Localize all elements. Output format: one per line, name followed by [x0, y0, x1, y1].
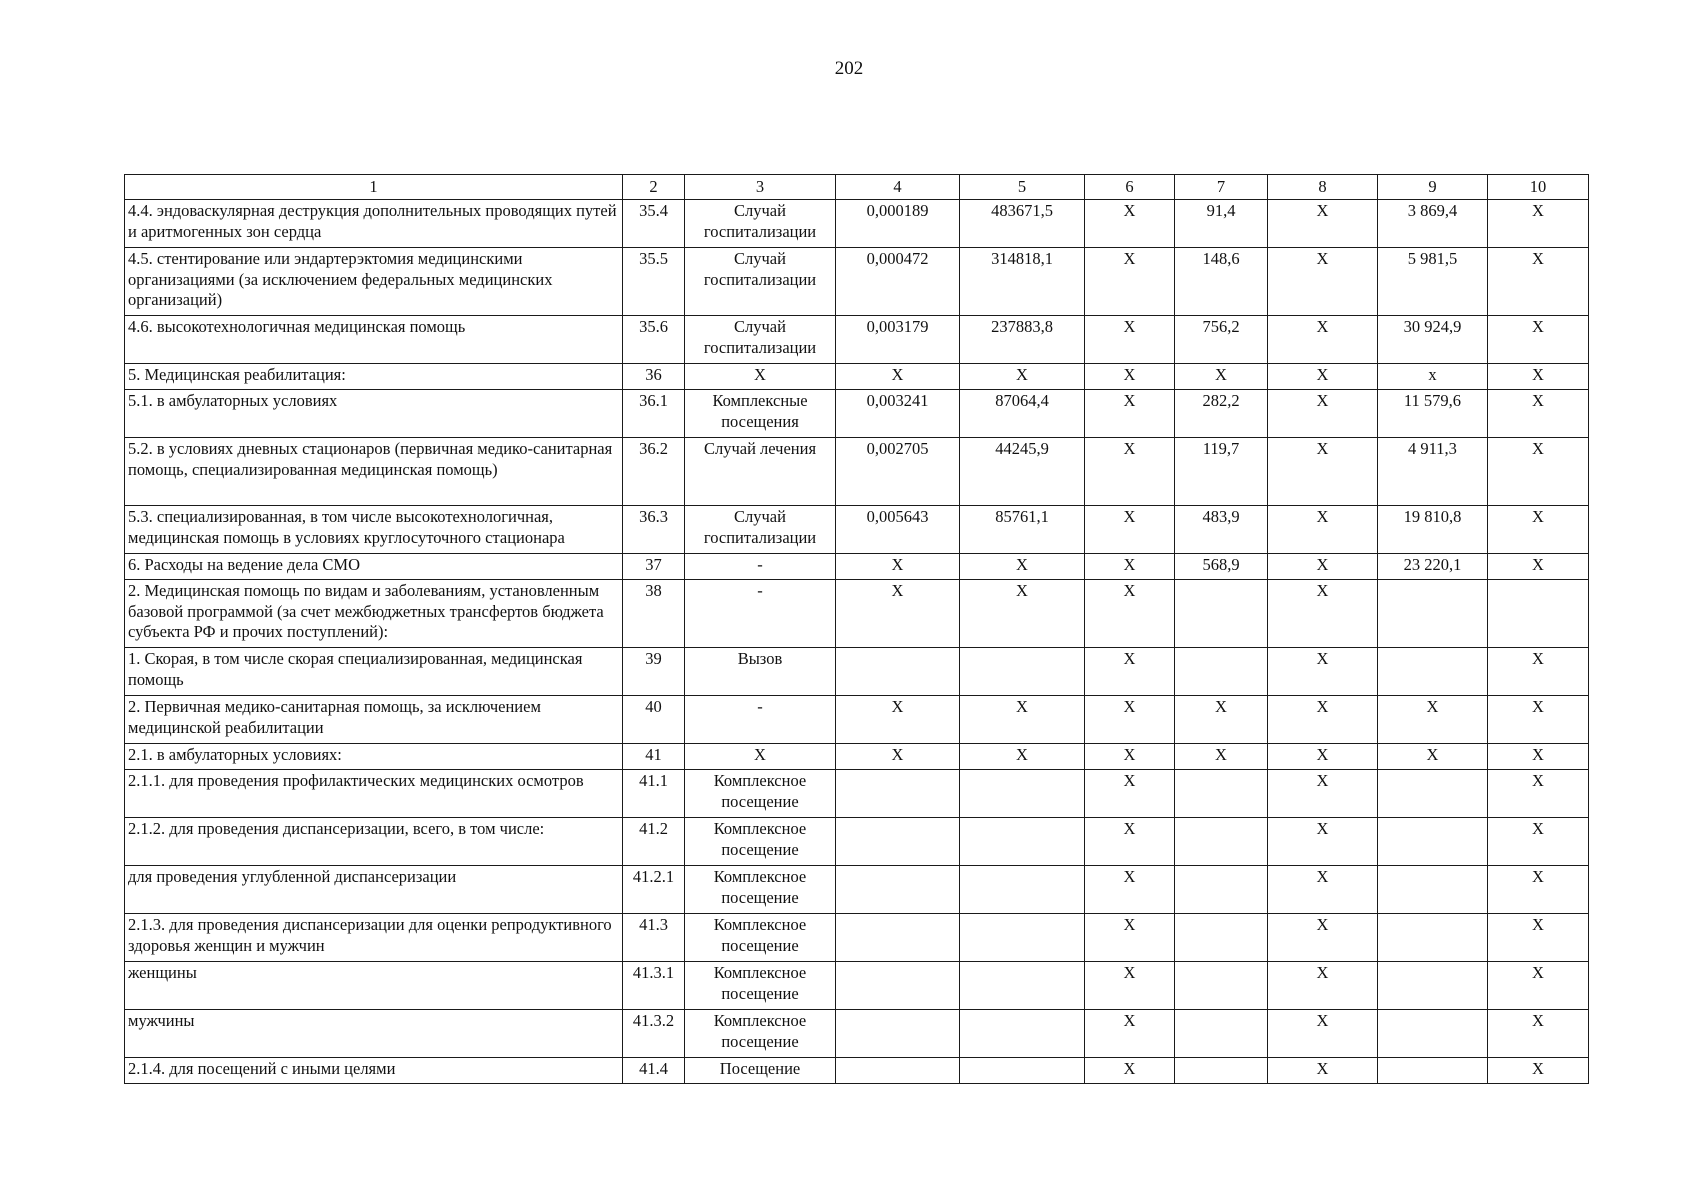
- col-10-cell: X: [1488, 390, 1589, 438]
- norm-volume-cell: [836, 818, 960, 866]
- unit-cell: Комплексное посещение: [685, 962, 836, 1010]
- col-8-cell: X: [1268, 554, 1378, 580]
- col-9-cell: 30 924,9: [1378, 316, 1488, 364]
- row-code-cell: 41: [623, 744, 685, 770]
- norm-volume-cell: 0,003179: [836, 316, 960, 364]
- col-8-cell: X: [1268, 506, 1378, 554]
- unit-cell: Комплексное посещение: [685, 770, 836, 818]
- col-9-cell: [1378, 962, 1488, 1010]
- col-8-cell: X: [1268, 438, 1378, 506]
- col-8-cell: X: [1268, 248, 1378, 316]
- col-8-cell: X: [1268, 1010, 1378, 1058]
- col-10-cell: X: [1488, 770, 1589, 818]
- col-9-cell: 4 911,3: [1378, 438, 1488, 506]
- row-code-cell: 36.2: [623, 438, 685, 506]
- norm-volume-cell: 0,003241: [836, 390, 960, 438]
- column-number-header: 8: [1268, 175, 1378, 200]
- norm-volume-cell: 0,002705: [836, 438, 960, 506]
- col-10-cell: X: [1488, 1058, 1589, 1084]
- col-8-cell: X: [1268, 962, 1378, 1010]
- col-6-cell: X: [1085, 580, 1175, 648]
- col-8-cell: X: [1268, 1058, 1378, 1084]
- row-label-cell: 1. Скорая, в том числе скорая специализированная, медицинская помощь: [125, 648, 623, 696]
- col-6-cell: X: [1085, 1010, 1175, 1058]
- table-row: [125, 554, 1589, 580]
- col-7-cell: X: [1175, 696, 1268, 744]
- col-7-cell: [1175, 866, 1268, 914]
- row-label-cell: 4.6. высокотехнологичная медицинская помощь: [125, 316, 623, 364]
- row-code-cell: 35.5: [623, 248, 685, 316]
- col-10-cell: X: [1488, 554, 1589, 580]
- row-label-cell: мужчины: [125, 1010, 623, 1058]
- norm-volume-cell: [836, 770, 960, 818]
- col-9-cell: 3 869,4: [1378, 200, 1488, 248]
- unit-cell: Комплексные посещения: [685, 390, 836, 438]
- row-code-cell: 35.6: [623, 316, 685, 364]
- norm-volume-cell: X: [836, 554, 960, 580]
- norm-volume-cell: 0,005643: [836, 506, 960, 554]
- row-label-cell: 4.4. эндоваскулярная деструкция дополнительных проводящих путей и аритмогенных зон сердца: [125, 200, 623, 248]
- col-9-cell: 11 579,6: [1378, 390, 1488, 438]
- column-number-header: 3: [685, 175, 836, 200]
- table-row: [125, 248, 1589, 316]
- column-number-header: 4: [836, 175, 960, 200]
- row-code-cell: 41.3.2: [623, 1010, 685, 1058]
- table-row: [125, 914, 1589, 962]
- col-6-cell: X: [1085, 316, 1175, 364]
- norm-cost-cell: [960, 1058, 1085, 1084]
- col-9-cell: X: [1378, 744, 1488, 770]
- col-10-cell: X: [1488, 1010, 1589, 1058]
- col-10-cell: X: [1488, 648, 1589, 696]
- col-10-cell: X: [1488, 248, 1589, 316]
- col-10-cell: [1488, 580, 1589, 648]
- col-7-cell: 91,4: [1175, 200, 1268, 248]
- row-label-cell: 5. Медицинская реабилитация:: [125, 364, 623, 390]
- row-label-cell: 5.2. в условиях дневных стационаров (первичная медико-санитарная помощь, специализированная медицинская помощь): [125, 438, 623, 506]
- col-6-cell: X: [1085, 914, 1175, 962]
- col-8-cell: X: [1268, 770, 1378, 818]
- col-9-cell: [1378, 770, 1488, 818]
- table-row: [125, 1058, 1589, 1084]
- unit-cell: -: [685, 554, 836, 580]
- table-row: [125, 818, 1589, 866]
- col-9-cell: [1378, 580, 1488, 648]
- table-row: [125, 364, 1589, 390]
- col-9-cell: 5 981,5: [1378, 248, 1488, 316]
- column-number-header: 1: [125, 175, 623, 200]
- col-10-cell: X: [1488, 866, 1589, 914]
- row-code-cell: 41.2.1: [623, 866, 685, 914]
- norm-cost-cell: [960, 866, 1085, 914]
- table-header-row: [125, 175, 1589, 200]
- col-9-cell: [1378, 1010, 1488, 1058]
- table-row: [125, 506, 1589, 554]
- norm-volume-cell: X: [836, 696, 960, 744]
- col-9-cell: [1378, 648, 1488, 696]
- row-code-cell: 36: [623, 364, 685, 390]
- col-6-cell: X: [1085, 818, 1175, 866]
- col-10-cell: X: [1488, 506, 1589, 554]
- norm-volume-cell: 0,000189: [836, 200, 960, 248]
- col-10-cell: X: [1488, 438, 1589, 506]
- col-6-cell: X: [1085, 364, 1175, 390]
- unit-cell: -: [685, 580, 836, 648]
- norm-cost-cell: 483671,5: [960, 200, 1085, 248]
- row-code-cell: 41.4: [623, 1058, 685, 1084]
- column-number-header: 9: [1378, 175, 1488, 200]
- col-7-cell: 568,9: [1175, 554, 1268, 580]
- table-row: [125, 200, 1589, 248]
- norm-volume-cell: [836, 1010, 960, 1058]
- col-10-cell: X: [1488, 744, 1589, 770]
- table-row: [125, 580, 1589, 648]
- col-10-cell: X: [1488, 914, 1589, 962]
- unit-cell: Случай госпитализации: [685, 506, 836, 554]
- row-label-cell: 5.1. в амбулаторных условиях: [125, 390, 623, 438]
- row-label-cell: 2.1. в амбулаторных условиях:: [125, 744, 623, 770]
- col-7-cell: 483,9: [1175, 506, 1268, 554]
- col-9-cell: [1378, 818, 1488, 866]
- norm-volume-cell: [836, 962, 960, 1010]
- col-8-cell: X: [1268, 580, 1378, 648]
- row-label-cell: женщины: [125, 962, 623, 1010]
- unit-cell: Комплексное посещение: [685, 818, 836, 866]
- col-9-cell: x: [1378, 364, 1488, 390]
- row-label-cell: 2. Первичная медико-санитарная помощь, за исключением медицинской реабилитации: [125, 696, 623, 744]
- unit-cell: Случай госпитализации: [685, 316, 836, 364]
- col-8-cell: X: [1268, 696, 1378, 744]
- col-7-cell: [1175, 1010, 1268, 1058]
- norm-cost-cell: 44245,9: [960, 438, 1085, 506]
- column-number-header: 10: [1488, 175, 1589, 200]
- row-code-cell: 39: [623, 648, 685, 696]
- table-row: [125, 866, 1589, 914]
- row-label-cell: 6. Расходы на ведение дела СМО: [125, 554, 623, 580]
- col-9-cell: 19 810,8: [1378, 506, 1488, 554]
- unit-cell: X: [685, 744, 836, 770]
- unit-cell: Комплексное посещение: [685, 914, 836, 962]
- row-code-cell: 41.2: [623, 818, 685, 866]
- col-10-cell: X: [1488, 200, 1589, 248]
- col-6-cell: X: [1085, 506, 1175, 554]
- norm-cost-cell: 237883,8: [960, 316, 1085, 364]
- norm-cost-cell: X: [960, 696, 1085, 744]
- unit-cell: -: [685, 696, 836, 744]
- norm-volume-cell: [836, 914, 960, 962]
- unit-cell: Случай госпитализации: [685, 200, 836, 248]
- col-9-cell: 23 220,1: [1378, 554, 1488, 580]
- norm-volume-cell: X: [836, 364, 960, 390]
- col-8-cell: X: [1268, 364, 1378, 390]
- norm-cost-cell: [960, 648, 1085, 696]
- col-8-cell: X: [1268, 914, 1378, 962]
- col-7-cell: 119,7: [1175, 438, 1268, 506]
- column-number-header: 6: [1085, 175, 1175, 200]
- norm-cost-cell: [960, 770, 1085, 818]
- table-row: [125, 770, 1589, 818]
- table-row: [125, 648, 1589, 696]
- row-label-cell: 2.1.1. для проведения профилактических медицинских осмотров: [125, 770, 623, 818]
- norm-cost-cell: X: [960, 364, 1085, 390]
- col-6-cell: X: [1085, 554, 1175, 580]
- col-10-cell: X: [1488, 696, 1589, 744]
- norm-cost-cell: 85761,1: [960, 506, 1085, 554]
- unit-cell: Комплексное посещение: [685, 866, 836, 914]
- col-6-cell: X: [1085, 696, 1175, 744]
- norm-cost-cell: 87064,4: [960, 390, 1085, 438]
- norm-cost-cell: [960, 818, 1085, 866]
- col-7-cell: X: [1175, 744, 1268, 770]
- col-9-cell: X: [1378, 696, 1488, 744]
- page-number: 202: [834, 58, 864, 79]
- data-table: [124, 174, 1589, 1084]
- norm-cost-cell: [960, 914, 1085, 962]
- column-number-header: 2: [623, 175, 685, 200]
- col-7-cell: 148,6: [1175, 248, 1268, 316]
- norm-cost-cell: X: [960, 554, 1085, 580]
- row-code-cell: 36.3: [623, 506, 685, 554]
- col-6-cell: X: [1085, 744, 1175, 770]
- col-6-cell: X: [1085, 648, 1175, 696]
- col-6-cell: X: [1085, 962, 1175, 1010]
- column-number-header: 5: [960, 175, 1085, 200]
- col-10-cell: X: [1488, 316, 1589, 364]
- row-code-cell: 40: [623, 696, 685, 744]
- row-label-cell: 2.1.4. для посещений с иными целями: [125, 1058, 623, 1084]
- col-8-cell: X: [1268, 648, 1378, 696]
- row-code-cell: 41.3.1: [623, 962, 685, 1010]
- row-label-cell: 2. Медицинская помощь по видам и заболеваниям, установленным базовой программой (за счет межбюджетных трансфертов бюджета субъекта РФ и прочих поступлений):: [125, 580, 623, 648]
- col-9-cell: [1378, 866, 1488, 914]
- col-6-cell: X: [1085, 866, 1175, 914]
- row-label-cell: 5.3. специализированная, в том числе высокотехнологичная, медицинская помощь в условиях круглосуточного стационара: [125, 506, 623, 554]
- table-row: [125, 316, 1589, 364]
- col-7-cell: [1175, 962, 1268, 1010]
- col-6-cell: X: [1085, 438, 1175, 506]
- unit-cell: Вызов: [685, 648, 836, 696]
- norm-cost-cell: X: [960, 580, 1085, 648]
- col-7-cell: [1175, 648, 1268, 696]
- col-7-cell: [1175, 1058, 1268, 1084]
- row-code-cell: 37: [623, 554, 685, 580]
- col-9-cell: [1378, 1058, 1488, 1084]
- row-code-cell: 35.4: [623, 200, 685, 248]
- column-number-header: 7: [1175, 175, 1268, 200]
- norm-volume-cell: [836, 866, 960, 914]
- norm-cost-cell: X: [960, 744, 1085, 770]
- row-code-cell: 41.1: [623, 770, 685, 818]
- unit-cell: Посещение: [685, 1058, 836, 1084]
- col-8-cell: X: [1268, 744, 1378, 770]
- col-8-cell: X: [1268, 200, 1378, 248]
- col-6-cell: X: [1085, 390, 1175, 438]
- col-7-cell: 756,2: [1175, 316, 1268, 364]
- table-row: [125, 438, 1589, 506]
- unit-cell: Случай лечения: [685, 438, 836, 506]
- row-code-cell: 41.3: [623, 914, 685, 962]
- col-6-cell: X: [1085, 200, 1175, 248]
- norm-cost-cell: [960, 1010, 1085, 1058]
- row-label-cell: 2.1.3. для проведения диспансеризации для оценки репродуктивного здоровья женщин и мужчин: [125, 914, 623, 962]
- col-9-cell: [1378, 914, 1488, 962]
- norm-volume-cell: X: [836, 744, 960, 770]
- row-code-cell: 36.1: [623, 390, 685, 438]
- row-label-cell: 4.5. стентирование или эндартерэктомия медицинскими организациями (за исключением федеральных медицинских организаций): [125, 248, 623, 316]
- unit-cell: X: [685, 364, 836, 390]
- col-6-cell: X: [1085, 770, 1175, 818]
- norm-volume-cell: [836, 1058, 960, 1084]
- col-7-cell: X: [1175, 364, 1268, 390]
- table-row: [125, 390, 1589, 438]
- table-row: [125, 962, 1589, 1010]
- col-8-cell: X: [1268, 390, 1378, 438]
- col-7-cell: [1175, 818, 1268, 866]
- table-row: [125, 1010, 1589, 1058]
- norm-volume-cell: X: [836, 580, 960, 648]
- norm-cost-cell: [960, 962, 1085, 1010]
- norm-cost-cell: 314818,1: [960, 248, 1085, 316]
- norm-volume-cell: [836, 648, 960, 696]
- col-8-cell: X: [1268, 866, 1378, 914]
- col-7-cell: [1175, 770, 1268, 818]
- col-10-cell: X: [1488, 364, 1589, 390]
- row-label-cell: для проведения углубленной диспансеризации: [125, 866, 623, 914]
- col-6-cell: X: [1085, 1058, 1175, 1084]
- unit-cell: Случай госпитализации: [685, 248, 836, 316]
- table-row: [125, 744, 1589, 770]
- col-10-cell: X: [1488, 818, 1589, 866]
- unit-cell: Комплексное посещение: [685, 1010, 836, 1058]
- col-7-cell: [1175, 914, 1268, 962]
- table-row: [125, 696, 1589, 744]
- row-label-cell: 2.1.2. для проведения диспансеризации, всего, в том числе:: [125, 818, 623, 866]
- col-6-cell: X: [1085, 248, 1175, 316]
- col-8-cell: X: [1268, 818, 1378, 866]
- norm-volume-cell: 0,000472: [836, 248, 960, 316]
- col-8-cell: X: [1268, 316, 1378, 364]
- col-7-cell: [1175, 580, 1268, 648]
- row-code-cell: 38: [623, 580, 685, 648]
- col-7-cell: 282,2: [1175, 390, 1268, 438]
- col-10-cell: X: [1488, 962, 1589, 1010]
